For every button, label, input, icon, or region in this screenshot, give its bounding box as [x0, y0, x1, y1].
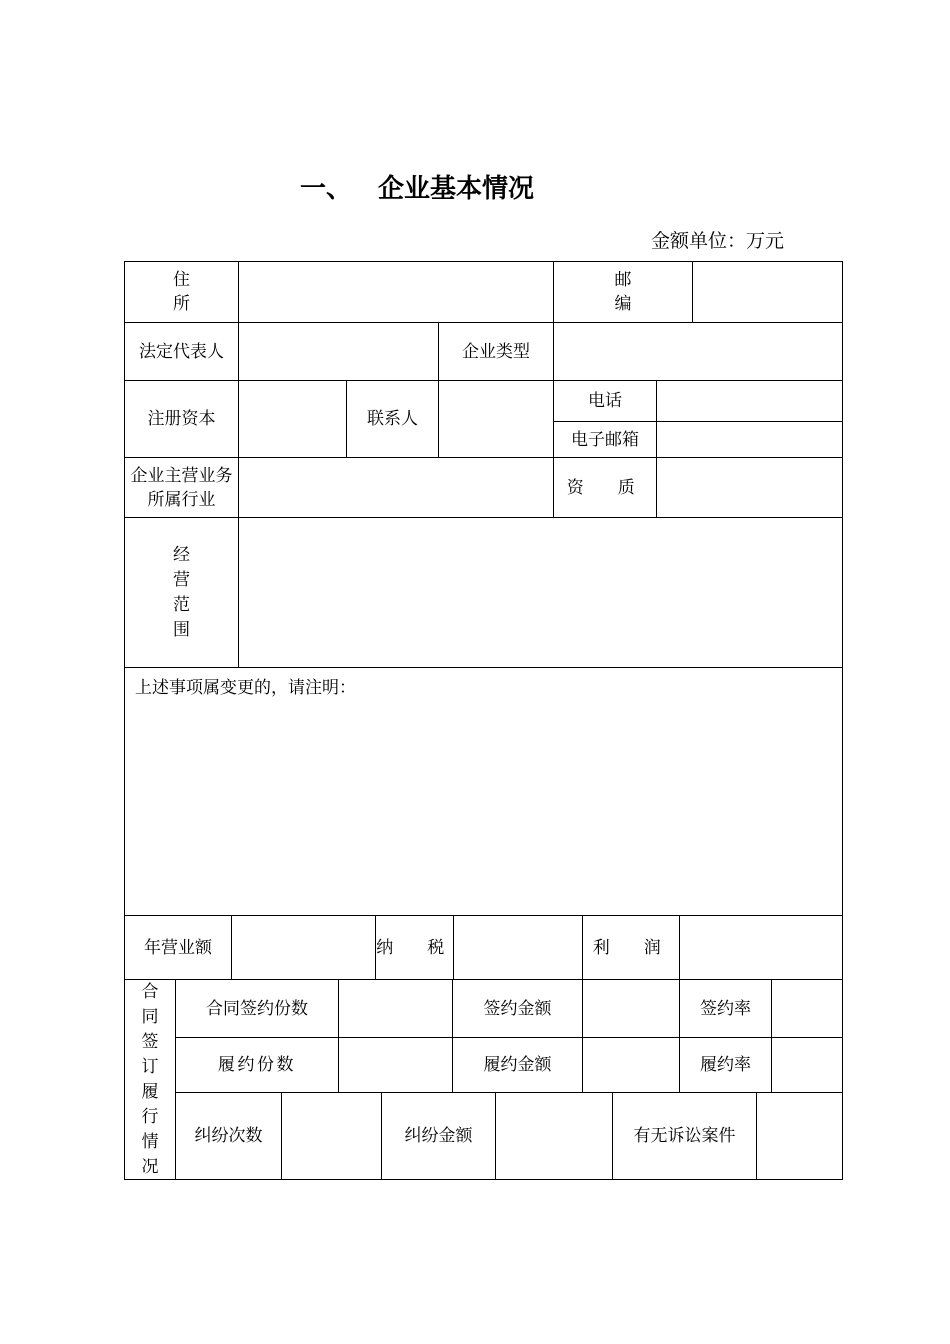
- change-note-field[interactable]: 上述事项属变更的，请注明：: [124, 667, 843, 916]
- address-field[interactable]: [238, 261, 554, 323]
- legal-rep-label: 法定代表人: [124, 322, 239, 381]
- email-field[interactable]: [656, 421, 843, 458]
- signing-rate-label: 签约率: [679, 979, 772, 1038]
- business-scope-field[interactable]: [238, 517, 843, 668]
- dispute-amount-label: 纠纷金额: [381, 1092, 496, 1180]
- dispute-count-field[interactable]: [281, 1092, 382, 1180]
- fulfillment-rate-field[interactable]: [771, 1037, 843, 1093]
- amount-unit-label: 金额单位：万元: [651, 230, 785, 252]
- contact-person-field[interactable]: [438, 380, 554, 458]
- contracts-signed-label: 合同签约份数: [175, 979, 339, 1038]
- main-industry-label: 企业主营业务所属行业: [124, 457, 239, 518]
- contracts-fulfilled-label: 履约份数: [175, 1037, 339, 1093]
- email-label: 电子邮箱: [553, 421, 657, 458]
- postcode-field[interactable]: [692, 261, 843, 323]
- address-label: 住 所: [124, 261, 239, 323]
- litigation-label: 有无诉讼案件: [612, 1092, 757, 1180]
- legal-rep-field[interactable]: [238, 322, 439, 381]
- qualification-field[interactable]: [656, 457, 843, 518]
- tax-field[interactable]: [453, 915, 583, 980]
- contracts-fulfilled-field[interactable]: [338, 1037, 453, 1093]
- contracts-signed-field[interactable]: [338, 979, 453, 1038]
- fulfilled-amount-label: 履约金额: [452, 1037, 583, 1093]
- registered-capital-field[interactable]: [238, 380, 347, 458]
- registered-capital-label: 注册资本: [124, 380, 239, 458]
- phone-label: 电话: [553, 380, 657, 422]
- profit-label: 利 润: [582, 915, 680, 980]
- litigation-field[interactable]: [756, 1092, 843, 1180]
- qualification-label: 资 质: [553, 457, 657, 518]
- enterprise-type-label: 企业类型: [438, 322, 554, 381]
- tax-label: 纳 税: [375, 915, 454, 980]
- fulfilled-amount-field[interactable]: [582, 1037, 680, 1093]
- business-scope-label: 经营范围: [124, 517, 239, 668]
- annual-revenue-label: 年营业额: [124, 915, 232, 980]
- contact-person-label: 联系人: [346, 380, 439, 458]
- signing-rate-field[interactable]: [771, 979, 843, 1038]
- main-industry-field[interactable]: [238, 457, 554, 518]
- fulfillment-rate-label: 履约率: [679, 1037, 772, 1093]
- profit-field[interactable]: [679, 915, 843, 980]
- signed-amount-field[interactable]: [582, 979, 680, 1038]
- section-title: 企业基本情况: [378, 174, 535, 204]
- dispute-amount-field[interactable]: [495, 1092, 613, 1180]
- contract-section-label: 合同签订履行情况: [124, 979, 176, 1180]
- dispute-count-label: 纠纷次数: [175, 1092, 282, 1180]
- phone-field[interactable]: [656, 380, 843, 422]
- annual-revenue-field[interactable]: [231, 915, 376, 980]
- postcode-label: 邮 编: [553, 261, 693, 323]
- signed-amount-label: 签约金额: [452, 979, 583, 1038]
- enterprise-type-field[interactable]: [553, 322, 843, 381]
- section-number: 一、: [300, 174, 353, 204]
